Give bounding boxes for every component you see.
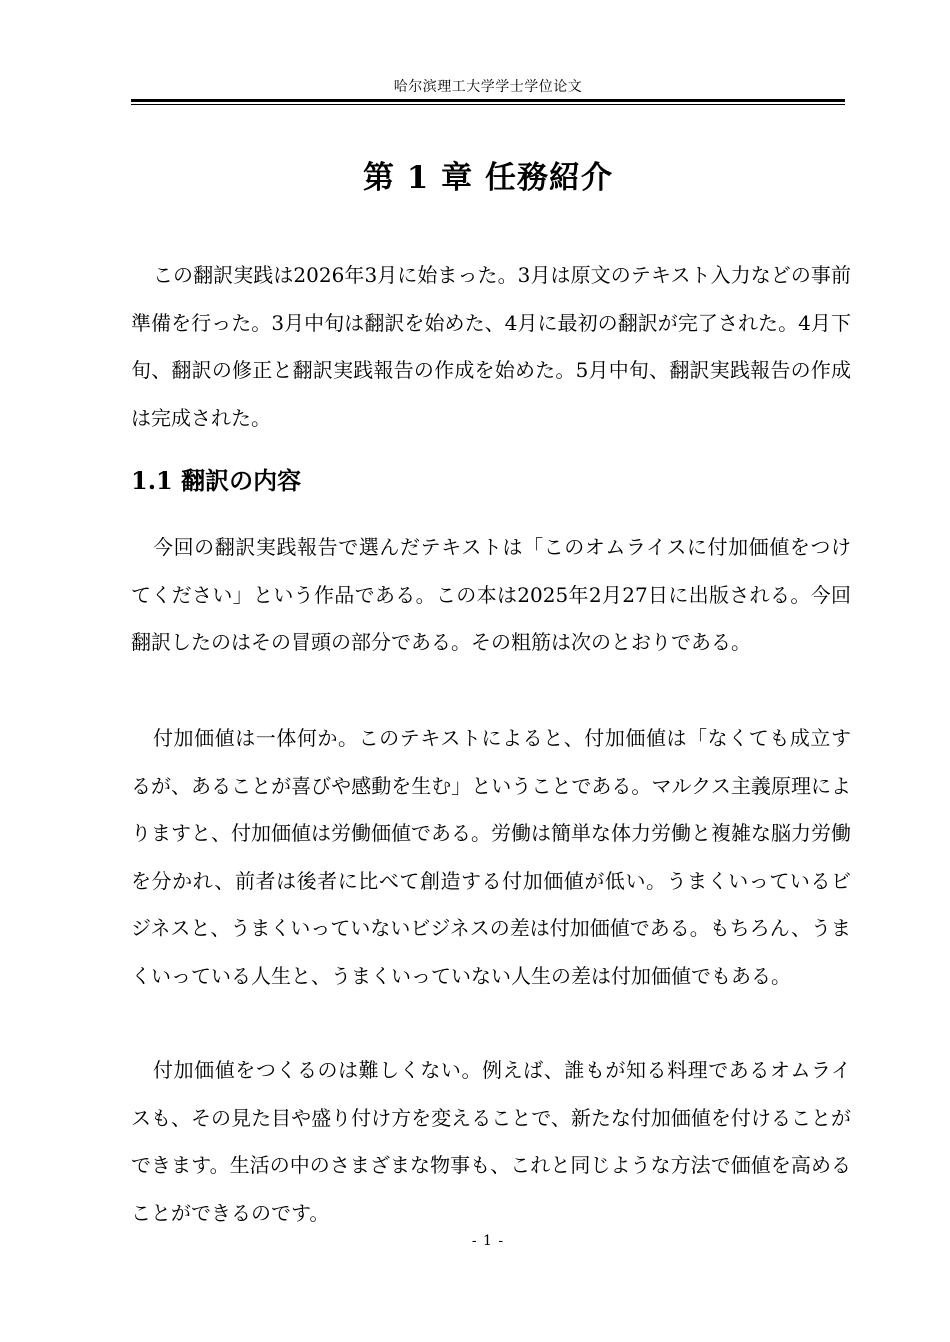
- chapter-title: 第 1 章 任務紹介: [363, 160, 613, 196]
- body-paragraph-2: 付加価値は一体何か。このテキストによると、付加価値は「なくても成立するが、あることが喜びや感動を生む」ということである。マルクス主義原理によりますと、付加価値は労働価値である。労働は簡単な体力労働と複雑な脳力労働を分かれ、前者は後者に比べて創造する付加価値が低い。うまくいっているビジネスと、うまくいっていないビジネスの差は付加価値である。もちろん、うまくいっている人生と、うまくいっていない人生の差は付加価値でもある。: [131, 726, 851, 988]
- page-number: - 1 -: [471, 1233, 505, 1249]
- body-paragraph-1: 今回の翻訳実践報告で選んだテキストは「このオムライスに付加価値をつけてください」という作品である。この本は2025年2月27日に出版される。今回翻訳したのはその冒頭の部分である。その粗筋は次のとおりである。: [131, 535, 851, 654]
- section-title: 1.1 翻訳の内容: [131, 466, 302, 495]
- header-rule-thick: [131, 99, 845, 102]
- intro-paragraph: この翻訳実践は2026年3月に始まった。3月は原文のテキスト入力などの事前準備を行った。3月中旬は翻訳を始めた、4月に最初の翻訳が完了された。4月下旬、翻訳の修正と翻訳実践報告の作成を始めた。5月中旬、翻訳実践報告の作成は完成された。: [131, 263, 851, 430]
- header-double-rule: [131, 99, 845, 105]
- header-rule-thin: [131, 104, 845, 105]
- body-paragraph-3: 付加価値をつくるのは難しくない。例えば、誰もが知る料理であるオムライスも、その見た目や盛り付け方を変えることで、新たな付加価値を付けることができます。生活の中のさまざまな物事も、これと同じような方法で価値を高めることができるのです。: [131, 1058, 851, 1225]
- running-header: 哈尔滨理工大学学士学位论文: [393, 79, 583, 95]
